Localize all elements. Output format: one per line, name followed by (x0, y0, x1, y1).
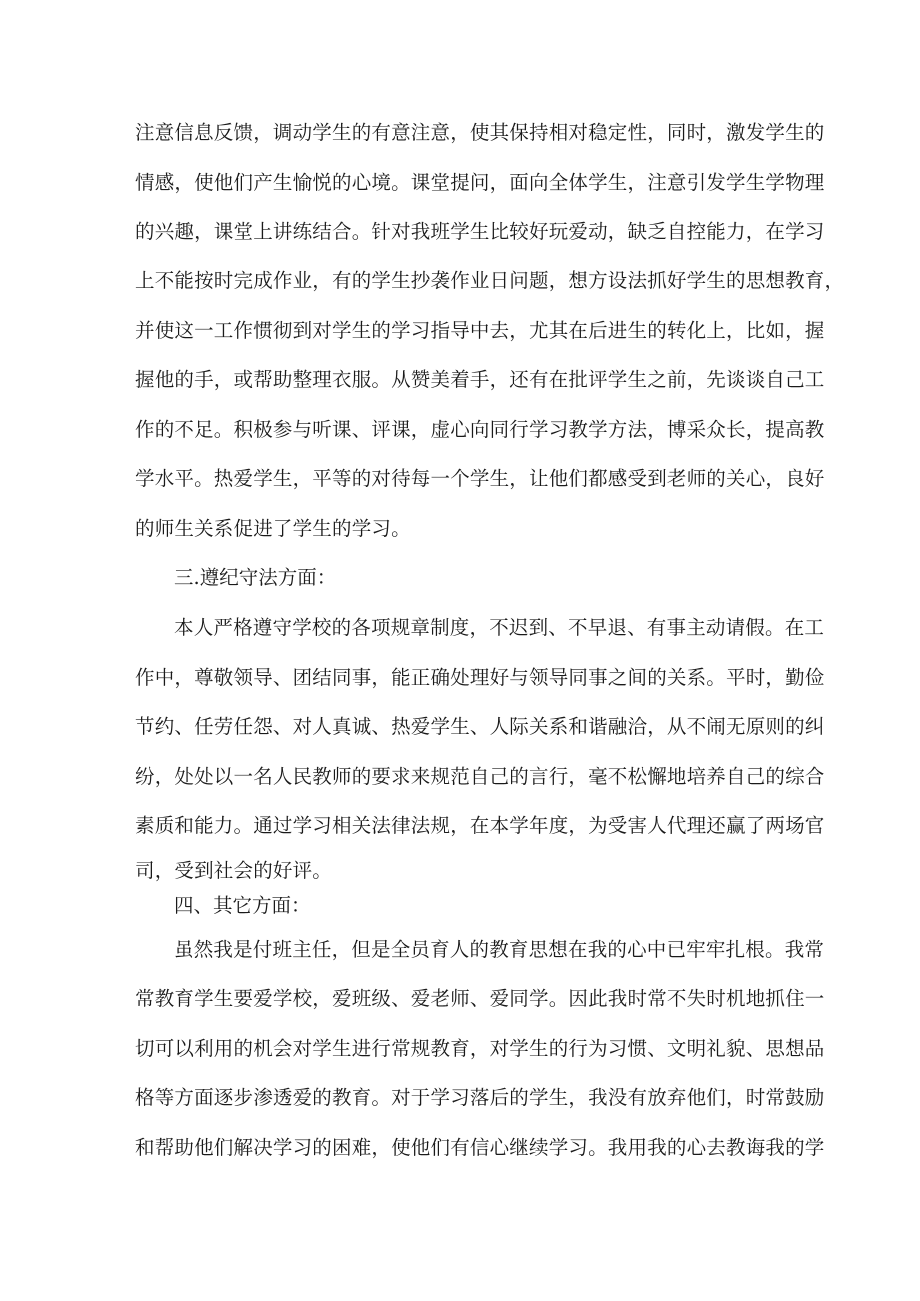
paragraph-2-line-3: 节约、任劳任怨、对人真诚、热爱学生、人际关系和谐融洽，从不闹无原则的纠 (135, 715, 825, 738)
paragraph-3-line-1: 虽然我是付班主任，但是全员育人的教育思想在我的心中已牢牢扎根。我常 (174, 938, 825, 961)
paragraph-1-line-8: 学水平。热爱学生，平等的对待每一个学生，让他们都感受到老师的关心，良好 (135, 467, 825, 490)
paragraph-1-line-9: 的师生关系促进了学生的学习。 (135, 517, 411, 540)
paragraph-1-line-3: 的兴趣，课堂上讲练结合。针对我班学生比较好玩爱动，缺乏自控能力，在学习 (135, 220, 825, 243)
paragraph-1-line-1: 注意信息反馈，调动学生的有意注意，使其保持相对稳定性，同时，激发学生的 (135, 121, 825, 144)
paragraph-1-line-2: 情感，使他们产生愉悦的心境。课堂提问，面向全体学生，注意引发学生学物理 (135, 171, 825, 194)
paragraph-3-line-4: 格等方面逐步渗透爱的教育。对于学习落后的学生，我没有放弃他们，时常鼓励 (135, 1086, 825, 1109)
paragraph-3-line-3: 切可以利用的机会对学生进行常规教育，对学生的行为习惯、文明礼貌、思想品 (135, 1037, 825, 1060)
paragraph-3-line-2: 常教育学生要爱学校，爱班级、爱老师、爱同学。因此我时常不失时机地抓住一 (135, 987, 825, 1010)
paragraph-3-line-5: 和帮助他们解决学习的困难，使他们有信心继续学习。我用我的心去教诲我的学 (135, 1136, 825, 1159)
section-heading-3: 三.遵纪守法方面： (174, 566, 337, 589)
paragraph-1-line-5: 并使这一工作惯彻到对学生的学习指导中去，尤其在后进生的转化上，比如，握 (135, 319, 825, 342)
paragraph-1-line-7: 作的不足。积极参与听课、评课，虚心向同行学习教学方法，博采众长，提高教 (135, 418, 825, 441)
paragraph-1-line-6: 握他的手，或帮助整理衣服。从赞美着手，还有在批评学生之前，先谈谈自己工 (135, 368, 825, 391)
paragraph-2-line-6: 司，受到社会的好评。 (135, 859, 333, 882)
section-heading-4: 四、其它方面： (174, 894, 311, 917)
paragraph-2-line-1: 本人严格遵守学校的各项规章制度，不迟到、不早退、有事主动请假。在工 (174, 616, 825, 639)
paragraph-2-line-5: 素质和能力。通过学习相关法律法规，在本学年度，为受害人代理还赢了两场官 (135, 814, 825, 837)
paragraph-1-line-4: 上不能按时完成作业，有的学生抄袭作业日问题，想方设法抓好学生的思想教育， (135, 269, 845, 292)
paragraph-2-line-4: 纷，处处以一名人民教师的要求来规范自己的言行，毫不松懈地培养自己的综合 (135, 765, 825, 788)
paragraph-2-line-2: 作中，尊敬领导、团结同事，能正确处理好与领导同事之间的关系。平时，勤俭 (135, 666, 825, 689)
